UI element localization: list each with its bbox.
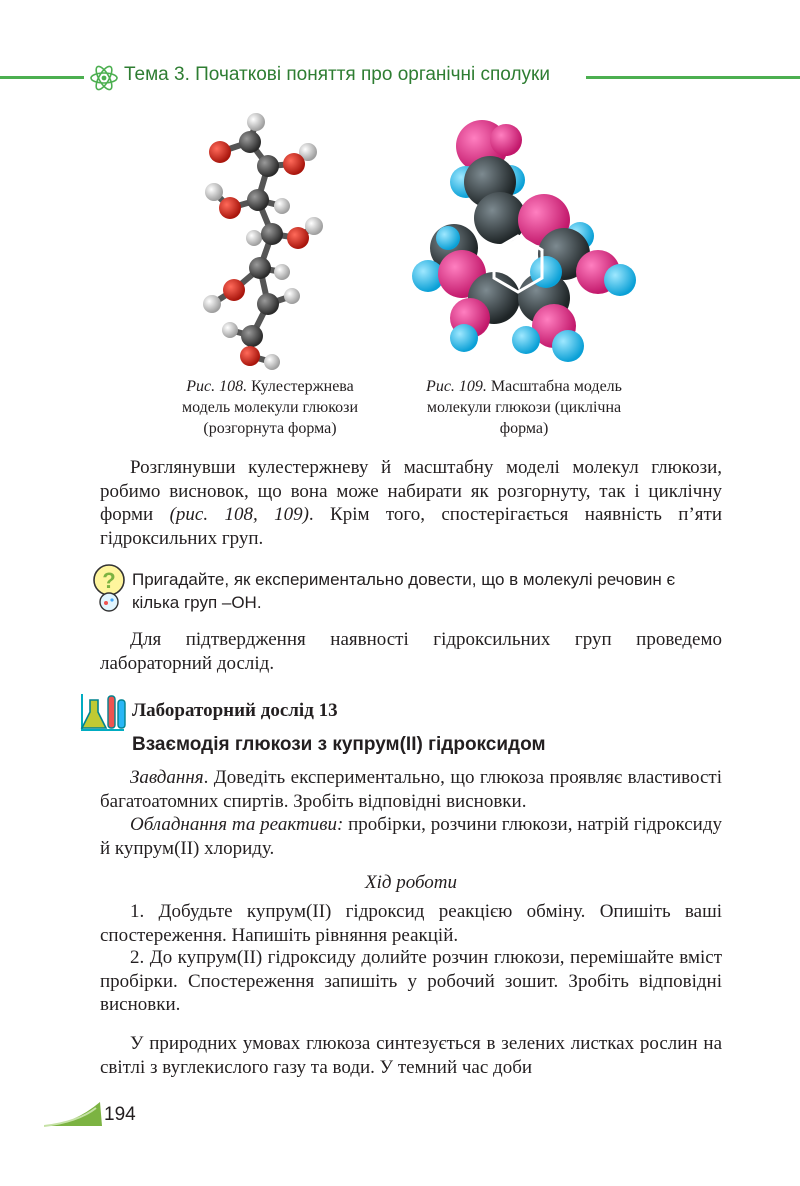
figure-109-caption: Рис. 109. Масштабна модель молекули глюкози (циклічна форма) (426, 378, 622, 437)
lab-title: Лабораторний дослід 13 (132, 700, 338, 721)
svg-text:?: ? (102, 568, 116, 593)
procedure-heading: Хід роботи (364, 872, 458, 893)
remember-question-icon (92, 562, 126, 612)
procedure-step-2: 2. До купрум(ІІ) гідроксиду долийте розчин глюкози, перемішайте вміст пробірки. Спостереження запишіть у робочий зошит. Зробіть відповідні висновки. (100, 947, 722, 1015)
lab-task: Завдання. Доведіть експериментально, що глюкоза проявляє властивості багатоатомних спиртів. Зробіть відповідні висновки. (100, 767, 722, 812)
lab-equipment: Обладнання та реактиви: пробірки, розчини глюкози, натрій гідроксиду й купрум(ІІ) хлориду. (100, 814, 722, 859)
atom-icon (88, 62, 120, 94)
figure-108-caption: Рис. 108. Кулестержнева модель молекули глюкози (розгорнута форма) (181, 378, 359, 437)
header-rule-right (586, 76, 800, 79)
lab-subtitle: Взаємодія глюкози з купрум(ІІ) гідроксидом (132, 734, 546, 755)
space-filling-glucose-model (404, 112, 644, 370)
lab-glassware-icon (76, 690, 130, 734)
paragraph-models-conclusion: Розглянувши кулестержневу й масштабну моделі молекул глюкози, робимо висновок, що вона може набирати як розгорнуту, так і циклічну форми (рис. 108, 109). Крім того, спостерігається наявність п’яти гідроксильних груп. (100, 457, 723, 549)
procedure-step-1: 1. Добудьте купрум(ІІ) гідроксид реакцією обміну. Опишіть ваші спостереження. Напишіть рівняння реакцій. (100, 901, 722, 946)
page-number: 194 (104, 1104, 136, 1125)
footer-swoosh-icon (44, 1100, 102, 1128)
remember-prompt: Пригадайте, як експериментально довести, що в молекулі речовин є кілька груп –ОН. (132, 570, 676, 612)
ball-and-stick-glucose-model (190, 108, 340, 370)
header-rule-left (0, 76, 84, 79)
paragraph-lab-intro: Для підтвердження наявності гідроксильних груп проведемо лабораторний дослід. (100, 629, 722, 674)
chapter-title: Тема 3. Початкові поняття про органічні сполуки (124, 64, 550, 85)
paragraph-synthesis: У природних умовах глюкоза синтезується в зелених листках рослин на світлі з вуглекислого газу та води. У темний час доби (100, 1033, 722, 1078)
